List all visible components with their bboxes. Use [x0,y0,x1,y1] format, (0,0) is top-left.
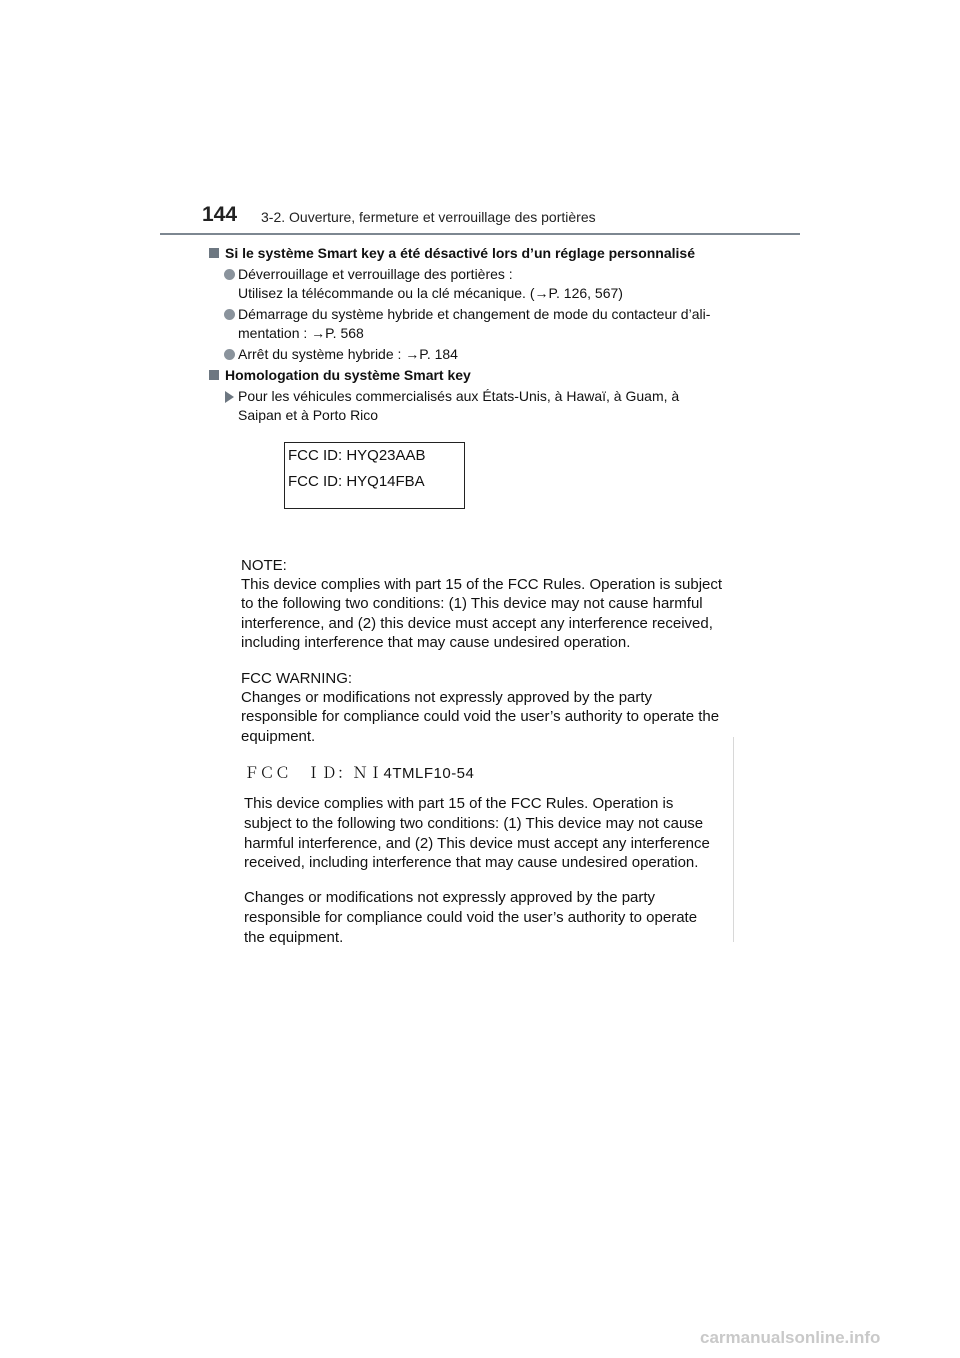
list-item-line: mentation : →P. 568 [238,325,364,341]
heading-text: Homologation du système Smart key [225,367,471,383]
changes-line: the equipment. [244,928,344,946]
list-item-line: Démarrage du système hybride et changement de mode du contacteur d’ali- [238,306,711,322]
scan-artifact [733,737,734,942]
fcc-warning [241,669,741,746]
page-number: 144 [202,203,238,226]
fcc-compliance-text [244,794,716,873]
list-item [209,345,769,364]
fcc-id-box [284,442,465,509]
compliance-line: subject to the following two conditions: (1) This device may not cause [244,814,704,832]
warning-line: responsible for compliance could void the user’s authority to operate the [241,708,720,726]
changes-line: Changes or modifications not expressly approved by the party [244,889,656,906]
warning-line: Changes or modifications not expressly approved by the party [241,689,653,707]
main-content [209,242,769,425]
fcc-id-line: FCC ID: HYQ14FBA [288,473,425,490]
note-line: to the following two conditions: (1) This device may not cause harmful [241,595,703,613]
list-item [209,305,769,343]
note-line: This device complies with part 15 of the FCC Rules. Operation is subject [241,576,723,594]
fcc-changes-text [244,888,724,947]
warning-title: FCC WARNING: [241,670,353,687]
warning-line: equipment. [241,727,316,745]
section-heading-smart-key-disabled [209,244,769,263]
list-item [209,265,769,303]
list-item [209,387,769,425]
square-bullet-icon [209,370,219,380]
page-header [0,0,960,240]
square-bullet-icon [209,248,219,258]
watermark: carmanualsonline.info [700,1328,881,1347]
compliance-line: received, including interference that may cause undesired operation. [244,854,699,872]
circle-bullet-icon [224,349,235,360]
list-item-line: Pour les véhicules commercialisés aux États-Unis, à Hawaï, à Guam, à [238,388,680,404]
fcc-compliance-label [236,437,741,947]
list-item-line: Saipan et à Porto Rico [238,407,379,423]
note-line: interference, and (2) this device must accept any interference received, [241,614,713,632]
section-heading-homologation [209,366,769,385]
note-title: NOTE: [241,557,287,574]
list-item-line: Arrêt du système hybride : →P. 184 [238,346,458,362]
compliance-line: harmful interference, and (2) This device must accept any interference [244,834,710,852]
list-item-line: Utilisez la télécommande ou la clé mécanique. (→P. 126, 567) [238,285,623,301]
fcc-note [241,556,741,652]
note-line: including interference that may cause undesired operation. [241,633,631,651]
circle-bullet-icon [224,269,235,280]
fcc-id-secondary: ＦＣＣ ＩＤ：ＮＩ4TMLF10-54 [244,765,475,782]
header-divider [160,233,800,235]
triangle-bullet-icon [225,391,234,403]
list-item-line: Déverrouillage et verrouillage des portières : [238,266,513,282]
fcc-id-line: FCC ID: HYQ23AAB [288,447,426,464]
changes-line: responsible for compliance could void the user’s authority to operate [244,908,698,926]
compliance-line: This device complies with part 15 of the FCC Rules. Operation is [244,795,674,812]
section-title: 3-2. Ouverture, fermeture et verrouillage des portières [261,209,596,225]
heading-text: Si le système Smart key a été désactivé lors d’un réglage personnalisé [225,245,695,261]
circle-bullet-icon [224,309,235,320]
